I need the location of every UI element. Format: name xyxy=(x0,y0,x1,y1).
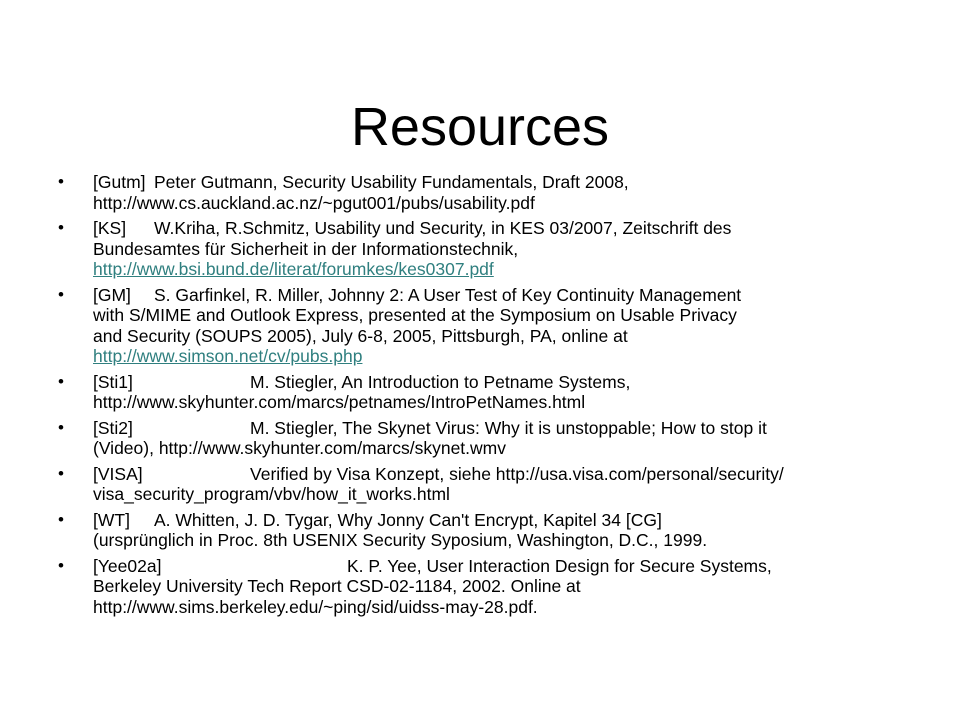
reference-line: http://www.cs.auckland.ac.nz/~pgut001/pubs/usability.pdf xyxy=(93,192,535,213)
reference-item-sti1 xyxy=(0,372,960,413)
slide-title: Resources xyxy=(350,97,610,158)
reference-item-wt xyxy=(0,510,960,551)
reference-line: Bundesamtes für Sicherheit in der Informationstechnik, xyxy=(93,238,519,259)
reference-body xyxy=(93,556,913,618)
reference-link-simson[interactable]: http://www.simson.net/cv/pubs.php xyxy=(93,346,363,366)
reference-line: (Video), http://www.skyhunter.com/marcs/skynet.wmv xyxy=(93,438,507,458)
reference-first-line xyxy=(93,510,913,531)
reference-text: W.Kriha, R.Schmitz, Usability und Security, in KES 03/2007, Zeitschrift des xyxy=(154,218,732,238)
reference-first-line xyxy=(93,556,913,577)
reference-key: [KS] xyxy=(93,218,127,238)
reference-item-sti2 xyxy=(0,418,960,459)
bullet: • xyxy=(58,463,64,483)
bullet: • xyxy=(58,417,64,437)
reference-line: (ursprünglich in Proc. 8th USENIX Security Syposium, Washington, D.C., 1999. xyxy=(93,530,708,550)
reference-key: [Gutm] xyxy=(93,172,146,192)
reference-text: Verified by Visa Konzept, siehe http://usa.visa.com/personal/security/ xyxy=(250,463,784,484)
bullet: • xyxy=(58,218,64,237)
reference-key: [Sti2] xyxy=(93,417,133,438)
reference-first-line xyxy=(93,418,913,439)
reference-text: Peter Gutmann, Security Usability Fundamentals, Draft 2008, xyxy=(154,172,629,192)
reference-first-line xyxy=(93,172,913,193)
reference-item-yee02a xyxy=(0,556,960,618)
reference-text: A. Whitten, J. D. Tygar, Why Jonny Can't Encrypt, Kapitel 34 [CG] xyxy=(154,509,662,530)
reference-item-visa xyxy=(0,464,960,505)
reference-first-line xyxy=(93,285,913,306)
reference-key: [VISA] xyxy=(93,463,143,484)
reference-text: M. Stiegler, An Introduction to Petname Systems, xyxy=(250,371,631,392)
reference-line: visa_security_program/vbv/how_it_works.html xyxy=(93,484,450,504)
reference-key: [Yee02a] xyxy=(93,555,162,576)
bullet: • xyxy=(58,371,64,391)
reference-text: K. P. Yee, User Interaction Design for Secure Systems, xyxy=(347,555,772,576)
bullet: • xyxy=(58,172,64,191)
reference-link-line xyxy=(93,259,913,280)
reference-body xyxy=(93,510,913,551)
reference-line: http://www.skyhunter.com/marcs/petnames/IntroPetNames.html xyxy=(93,392,586,412)
bullet: • xyxy=(58,555,64,575)
reference-first-line xyxy=(93,372,913,393)
reference-key: [Sti1] xyxy=(93,371,133,392)
reference-key: [GM] xyxy=(93,284,131,305)
reference-key: [WT] xyxy=(93,509,130,530)
reference-list xyxy=(0,172,960,622)
reference-body xyxy=(93,464,913,505)
reference-body xyxy=(93,285,913,367)
bullet: • xyxy=(58,284,64,304)
reference-body xyxy=(93,218,913,280)
reference-line: Berkeley University Tech Report CSD-02-1184, 2002. Online at xyxy=(93,576,581,596)
reference-line: with S/MIME and Outlook Express, presented at the Symposium on Usable Privacy xyxy=(93,305,737,325)
reference-link-kes[interactable]: http://www.bsi.bund.de/literat/forumkes/kes0307.pdf xyxy=(93,259,494,279)
reference-body xyxy=(93,418,913,459)
reference-item-gutm xyxy=(0,172,960,213)
reference-item-gm xyxy=(0,285,960,367)
reference-body xyxy=(93,172,913,213)
reference-first-line xyxy=(93,218,913,239)
reference-text: M. Stiegler, The Skynet Virus: Why it is unstoppable; How to stop it xyxy=(250,417,767,438)
reference-line: http://www.sims.berkeley.edu/~ping/sid/uidss-may-28.pdf. xyxy=(93,596,538,617)
reference-first-line xyxy=(93,464,913,485)
reference-line: and Security (SOUPS 2005), July 6-8, 2005, Pittsburgh, PA, online at xyxy=(93,325,628,346)
reference-body xyxy=(93,372,913,413)
reference-text: S. Garfinkel, R. Miller, Johnny 2: A User Test of Key Continuity Management xyxy=(154,284,742,305)
reference-item-ks xyxy=(0,218,960,280)
bullet: • xyxy=(58,509,64,529)
reference-link-line xyxy=(93,346,913,367)
